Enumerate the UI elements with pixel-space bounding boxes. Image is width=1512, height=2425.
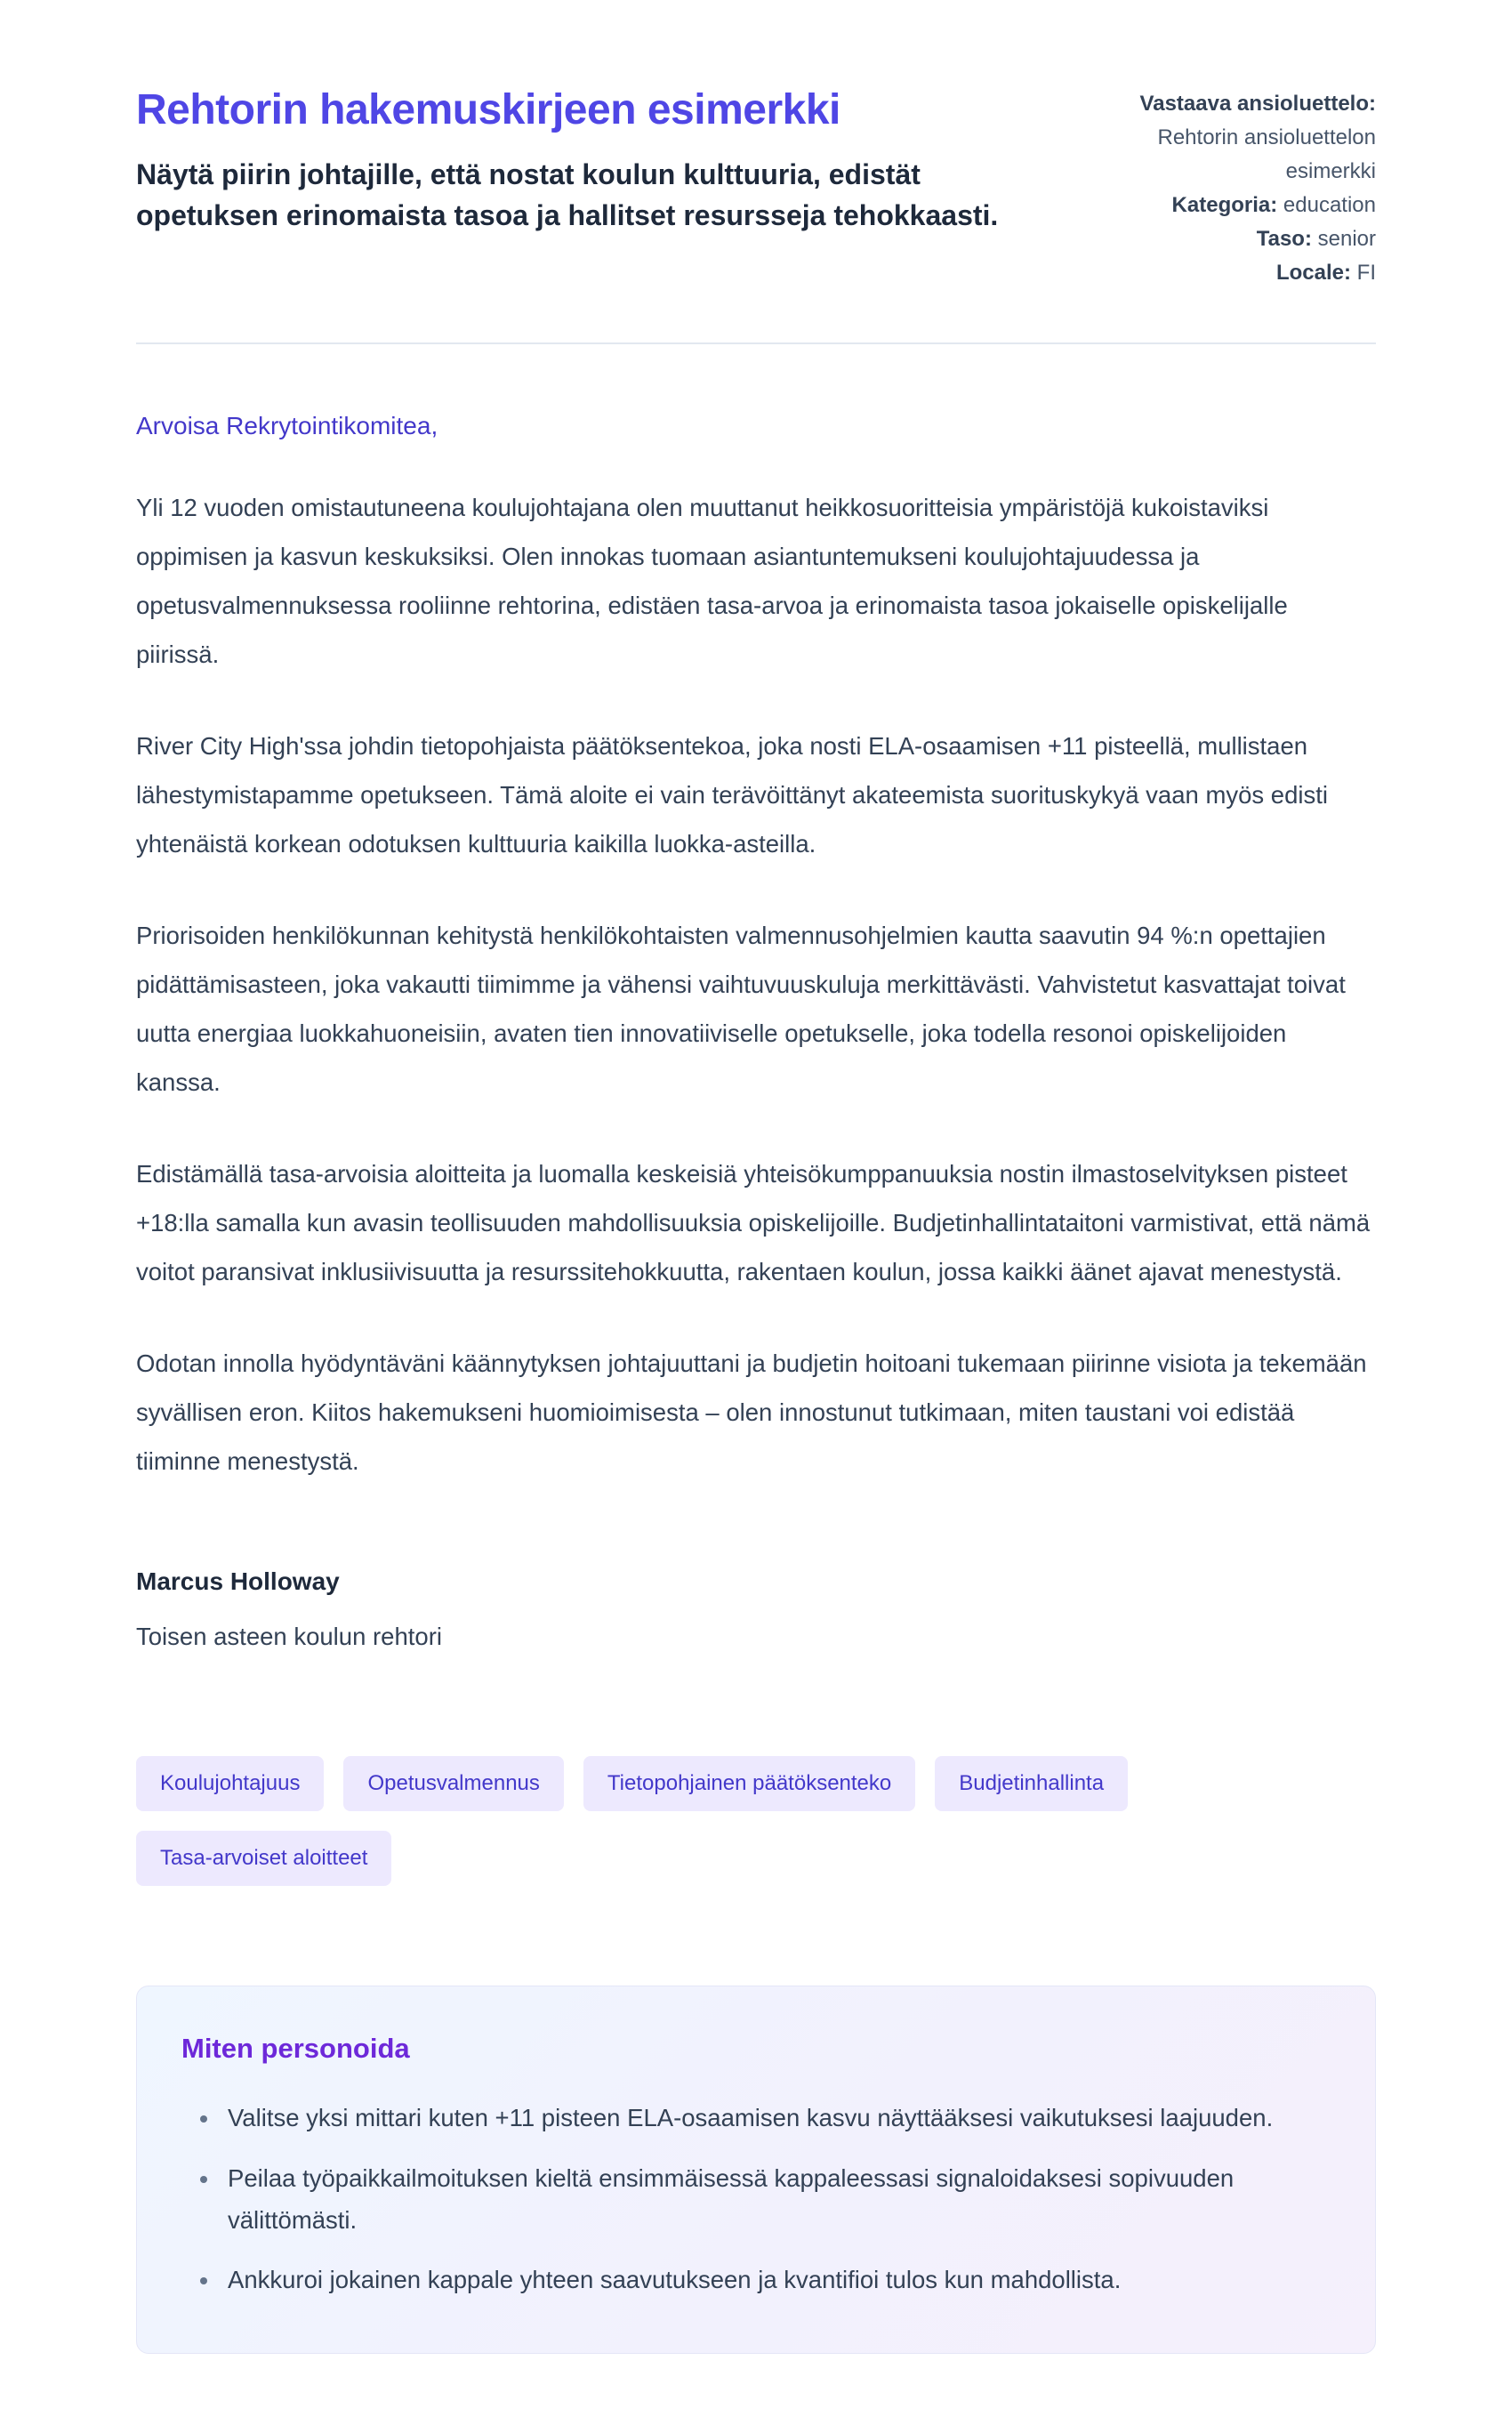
meta-row-level	[1098, 222, 1376, 256]
tip-item: • Peilaa työpaikkailmoituksen kieltä ensimmäisessä kappaleessasi signaloidaksesi sopivuuden välittömästi.	[221, 2157, 1331, 2242]
tip-item: • Valitse yksi mittari kuten +11 pisteen ELA-osaamisen kasvu näyttääksesi vaikutuksesi laajuuden.	[221, 2097, 1331, 2139]
meta-label: Kategoria:	[1171, 192, 1278, 217]
signature-role: Toisen asteen koulun rehtori	[136, 1623, 442, 1651]
meta-row-locale	[1098, 256, 1376, 290]
page-subtitle: Näytä piirin johtajille, että nostat koulun kulttuuria, edistät opetuksen erinomaista tasoa ja hallitset resursseja tehokkaasti.	[136, 158, 999, 232]
meta-row-matching-resume	[1098, 87, 1376, 189]
tag-data-driven-decisions[interactable]: Tietopohjainen päätöksenteko	[583, 1756, 915, 1811]
tag-list	[136, 1756, 1248, 1886]
letter-paragraph: River City High'ssa johdin tietopohjaista päätöksentekoa, joka nosti ELA-osaamisen +11 pisteellä, mullistaen lähestymistapamme opetukseen. Tämä aloite ei vain terävöittänyt akateemista suorituskykyä vaan myös edisti yhtenäistä korkean odotuksen kulttuuria kaikilla luokka-asteilla.	[136, 732, 1328, 858]
salutation: Arvoisa Rekrytointikomitea,	[136, 412, 438, 440]
meta-value: education	[1283, 192, 1376, 217]
meta-value: FI	[1356, 260, 1376, 285]
signature-name: Marcus Holloway	[136, 1567, 340, 1596]
divider	[136, 342, 1376, 344]
page-title: Rehtorin hakemuskirjeen esimerkki	[136, 86, 840, 133]
tag-equity-initiatives[interactable]: Tasa-arvoiset aloitteet	[136, 1831, 391, 1886]
meta-label: Vastaava ansioluettelo:	[1139, 92, 1376, 116]
meta-label: Locale:	[1275, 260, 1351, 285]
tag-budget-management[interactable]: Budjetinhallinta	[935, 1756, 1128, 1811]
meta-value: Rehtorin ansioluettelon esimerkki	[1157, 125, 1376, 183]
tip-item: • Ankkuroi jokainen kappale yhteen saavutukseen ja kvantifioi tulos kun mahdollista.	[221, 2259, 1331, 2300]
letter-paragraph: Odotan innolla hyödyntäväni käännytyksen johtajuuttani ja budjetin hoitoani tukemaan piirinne visiota ja tekemään syvällisen eron. Kiitos hakemukseni huomioimisesta – olen innostunut tutkimaan, miten taustani voi edistää tiiminne menestystä.	[136, 1349, 1367, 1476]
header	[136, 82, 1376, 289]
tag-instructional-coaching[interactable]: Opetusvalmennus	[343, 1756, 563, 1811]
meta-panel	[1098, 82, 1376, 289]
meta-value: senior	[1317, 226, 1376, 251]
meta-row-category	[1098, 189, 1376, 222]
tag-school-leadership[interactable]: Koulujohtajuus	[136, 1756, 324, 1811]
personalization-tips-box	[136, 1986, 1376, 2353]
meta-label: Taso:	[1256, 226, 1312, 251]
tips-title: Miten personoida	[181, 2033, 410, 2065]
header-text-block	[136, 82, 1056, 237]
cover-letter	[136, 412, 1376, 1651]
letter-paragraph: Priorisoiden henkilökunnan kehitystä henkilökohtaisten valmennusohjelmien kautta saavutin 94 %:n opettajien pidättämisasteen, joka vakautti tiimimme ja vähensi vaihtuvuuskuluja merkittävästi. Vahvistetut kasvattajat toivat uutta energiaa luokkahuoneisiin, avaten tien innovatiiviselle opetukselle, joka todella resonoi opiskelijoiden kanssa.	[136, 922, 1346, 1097]
letter-paragraph: Yli 12 vuoden omistautuneena koulujohtajana olen muuttanut heikkosuoritteisia ympäristöjä kukoistaviksi oppimisen ja kasvun keskuksiksi. Olen innokas tuomaan asiantuntemukseni koulujohtajuudessa ja opetusvalmennuksessa rooliinne rehtorina, edistäen tasa-arvoa ja erinomaista tasoa jokaiselle opiskelijalle piirissä.	[136, 494, 1288, 669]
letter-paragraph: Edistämällä tasa-arvoisia aloitteita ja luomalla keskeisiä yhteisökumppanuuksia nostin ilmastoselvityksen pisteet +18:lla samalla kun avasin teollisuuden mahdollisuuksia opiskelijoille. Budjetinhallintataitoni varmistivat, että nämä voitot paransivat inklusiivisuutta ja resurssitehokkuutta, rakentaen koulun, jossa kaikki äänet ajavat menestystä.	[136, 1160, 1371, 1286]
tips-list	[181, 2097, 1331, 2300]
